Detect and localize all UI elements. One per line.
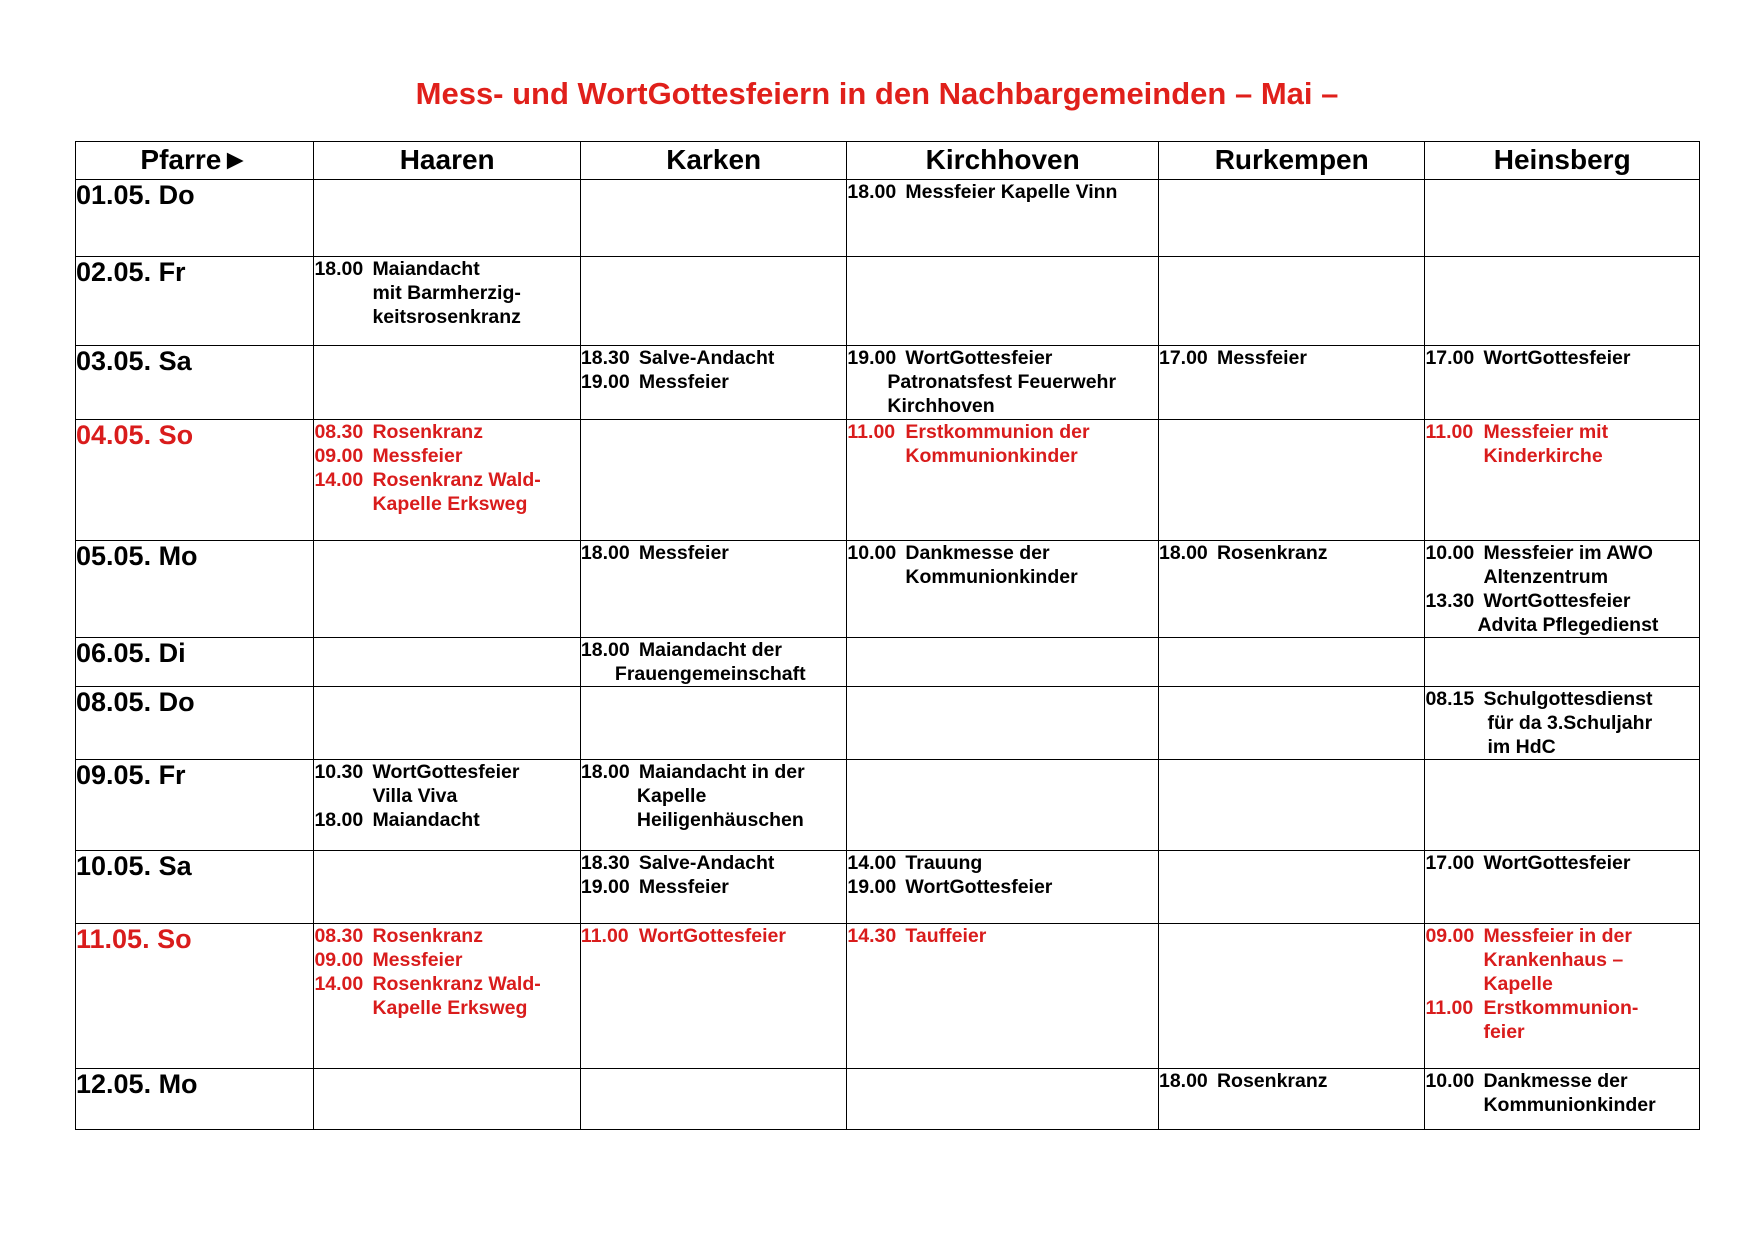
event-time: 18.00 — [1158, 1070, 1208, 1092]
event-continuation — [314, 492, 579, 516]
day-label: 11.05. So — [76, 924, 314, 1069]
event-continuation — [847, 370, 1158, 394]
table-row — [76, 1069, 1700, 1130]
event-time: 11.00 — [1425, 997, 1474, 1019]
event-text: Kapelle — [636, 785, 707, 807]
event-time: 14.00 — [847, 852, 897, 874]
event-time: 14.00 — [314, 973, 364, 995]
event-line — [314, 924, 579, 948]
event-line — [847, 851, 1158, 875]
schedule-cell — [1425, 924, 1700, 1069]
schedule-cell — [1158, 924, 1424, 1069]
schedule-cell — [1158, 760, 1424, 851]
event-text: Rosenkranz — [372, 421, 483, 443]
event-text: Heiligenhäuschen — [636, 809, 804, 831]
event-time: 11.00 — [847, 421, 896, 443]
table-row — [76, 257, 1700, 346]
schedule-cell — [847, 924, 1159, 1069]
table-row — [76, 851, 1700, 924]
event-time: 19.00 — [847, 876, 897, 898]
schedule-cell — [847, 851, 1159, 924]
event-time: 08.30 — [314, 421, 364, 443]
event-text: Kommunionkinder — [905, 445, 1078, 467]
schedule-cell — [1425, 541, 1700, 638]
event-time: 18.00 — [580, 639, 630, 661]
schedule-cell — [580, 541, 846, 638]
event-line — [581, 370, 846, 394]
schedule-cell — [580, 924, 846, 1069]
day-label: 10.05. Sa — [76, 851, 314, 924]
schedule-cell — [580, 638, 846, 687]
table-row — [76, 346, 1700, 420]
event-line — [1425, 1069, 1699, 1093]
event-line — [847, 346, 1158, 370]
schedule-cell — [314, 541, 580, 638]
event-time: 18.00 — [314, 809, 364, 831]
event-line — [314, 420, 579, 444]
event-time: 19.00 — [580, 371, 630, 393]
schedule-cell — [1158, 541, 1424, 638]
event-line — [847, 180, 1158, 204]
event-continuation — [1425, 565, 1699, 589]
schedule-cell — [847, 346, 1159, 420]
schedule-cell — [847, 420, 1159, 541]
event-continuation — [314, 784, 579, 808]
schedule-cell — [847, 257, 1159, 346]
event-continuation — [1425, 1093, 1699, 1117]
schedule-cell — [580, 420, 846, 541]
schedule-cell — [580, 346, 846, 420]
event-time: 10.30 — [314, 761, 364, 783]
event-continuation — [1425, 613, 1699, 637]
schedule-cell — [1425, 180, 1700, 257]
day-label: 03.05. Sa — [76, 346, 314, 420]
schedule-cell — [1158, 851, 1424, 924]
event-text: Villa Viva — [372, 785, 458, 807]
event-text: Messfeier in der — [1483, 925, 1632, 947]
day-label: 08.05. Do — [76, 687, 314, 760]
schedule-cell — [314, 257, 580, 346]
event-line — [1425, 346, 1699, 370]
event-text: Rosenkranz — [1216, 542, 1328, 564]
schedule-cell — [314, 1069, 580, 1130]
schedule-cell — [580, 180, 846, 257]
schedule-cell — [847, 541, 1159, 638]
event-line — [314, 948, 579, 972]
event-text: Tauffeier — [905, 925, 987, 947]
schedule-cell — [314, 420, 580, 541]
event-continuation — [581, 662, 846, 686]
event-time: 18.00 — [580, 542, 630, 564]
table-row — [76, 541, 1700, 638]
event-time: 11.00 — [1425, 421, 1474, 443]
event-line — [1425, 851, 1699, 875]
day-label: 09.05. Fr — [76, 760, 314, 851]
event-time: 19.00 — [847, 347, 897, 369]
header-heinsberg: Heinsberg — [1425, 142, 1700, 180]
day-label: 05.05. Mo — [76, 541, 314, 638]
event-time: 09.00 — [314, 949, 364, 971]
page-title: Mess- und WortGottesfeiern in den Nachbargemeinden – Mai – — [415, 76, 1339, 111]
event-text: Rosenkranz Wald- — [372, 973, 541, 995]
schedule-cell — [314, 180, 580, 257]
event-time: 18.00 — [580, 761, 630, 783]
event-time: 18.30 — [580, 347, 630, 369]
event-time: 17.00 — [1425, 347, 1475, 369]
schedule-cell — [847, 180, 1159, 257]
event-time: 11.00 — [580, 925, 629, 947]
event-text: Messfeier im AWO — [1483, 542, 1653, 564]
event-line — [1425, 687, 1699, 711]
event-time: 14.30 — [847, 925, 897, 947]
schedule-cell — [1425, 346, 1700, 420]
event-text: WortGottesfeier — [1483, 590, 1631, 612]
event-line — [581, 346, 846, 370]
schedule-cell — [1158, 257, 1424, 346]
schedule-cell — [1425, 257, 1700, 346]
schedule-cell — [1425, 760, 1700, 851]
event-text: Schulgottesdienst — [1483, 688, 1653, 710]
event-text: Kinderkirche — [1483, 445, 1603, 467]
event-text: Salve-Andacht — [638, 347, 775, 369]
event-time: 08.30 — [314, 925, 364, 947]
schedule-cell — [1425, 851, 1700, 924]
schedule-cell — [847, 687, 1159, 760]
table-row — [76, 420, 1700, 541]
event-line — [314, 257, 579, 281]
table-row — [76, 924, 1700, 1069]
event-continuation — [1425, 735, 1699, 759]
event-line — [581, 541, 846, 565]
event-continuation — [314, 996, 579, 1020]
event-text: Dankmesse der — [1483, 1070, 1628, 1092]
header-karken: Karken — [580, 142, 846, 180]
schedule-cell — [847, 1069, 1159, 1130]
event-line — [1159, 1069, 1424, 1093]
event-text: Maiandacht — [372, 258, 480, 280]
schedule-cell — [847, 638, 1159, 687]
event-line — [847, 875, 1158, 899]
event-text: Messfeier — [638, 371, 729, 393]
event-text: WortGottesfeier — [372, 761, 520, 783]
event-text: Krankenhaus – — [1483, 949, 1624, 971]
event-text: Messfeier — [638, 876, 729, 898]
event-text: Messfeier Kapelle Vinn — [905, 181, 1118, 203]
event-line — [581, 760, 846, 784]
table-row — [76, 687, 1700, 760]
event-time: 17.00 — [1158, 347, 1208, 369]
event-continuation — [581, 784, 846, 808]
event-text: für da 3.Schuljahr — [1487, 712, 1653, 734]
schedule-cell — [314, 851, 580, 924]
event-continuation — [1425, 444, 1699, 468]
event-line — [847, 541, 1158, 565]
event-time: 10.00 — [1425, 1070, 1475, 1092]
event-text: Patronatsfest Feuerwehr — [887, 371, 1117, 393]
day-label: 04.05. So — [76, 420, 314, 541]
event-line — [1425, 924, 1699, 948]
event-time: 10.00 — [847, 542, 897, 564]
event-text: Salve-Andacht — [638, 852, 775, 874]
event-continuation — [314, 305, 579, 329]
event-time: 18.00 — [847, 181, 897, 203]
schedule-cell — [847, 760, 1159, 851]
event-line — [1425, 420, 1699, 444]
schedule-cell — [1158, 420, 1424, 541]
schedule-cell — [580, 257, 846, 346]
schedule-cell — [1425, 1069, 1700, 1130]
header-rurkempen: Rurkempen — [1158, 142, 1424, 180]
header-row — [76, 142, 1700, 180]
event-text: Frauengemeinschaft — [614, 663, 806, 685]
event-time: 09.00 — [314, 445, 364, 467]
event-line — [1425, 541, 1699, 565]
event-text: WortGottesfeier — [1483, 852, 1631, 874]
event-continuation — [1425, 711, 1699, 735]
event-line — [581, 638, 846, 662]
table-row — [76, 180, 1700, 257]
event-continuation — [314, 281, 579, 305]
schedule-cell — [314, 638, 580, 687]
event-time: 18.30 — [580, 852, 630, 874]
schedule-cell — [1425, 638, 1700, 687]
event-line — [1425, 996, 1699, 1020]
event-text: WortGottesfeier — [905, 347, 1053, 369]
event-line — [581, 851, 846, 875]
event-time: 14.00 — [314, 469, 364, 491]
event-time: 18.00 — [314, 258, 364, 280]
table-row — [76, 760, 1700, 851]
event-line — [314, 808, 579, 832]
event-line — [1425, 589, 1699, 613]
event-text: Erstkommunion der — [905, 421, 1090, 443]
schedule-cell — [1158, 1069, 1424, 1130]
event-text: Maiandacht in der — [638, 761, 805, 783]
event-text: Trauung — [905, 852, 983, 874]
event-line — [314, 444, 579, 468]
event-text: Maiandacht — [372, 809, 480, 831]
table-row — [76, 638, 1700, 687]
schedule-cell — [580, 1069, 846, 1130]
event-line — [1159, 346, 1424, 370]
event-text: Kapelle — [1483, 973, 1553, 995]
event-continuation — [581, 808, 846, 832]
schedule-cell — [1158, 638, 1424, 687]
event-text: Kommunionkinder — [905, 566, 1078, 588]
event-line — [847, 924, 1158, 948]
event-time: 10.00 — [1425, 542, 1475, 564]
event-line — [581, 875, 846, 899]
event-text: Messfeier — [372, 445, 463, 467]
schedule-cell — [1425, 687, 1700, 760]
event-text: Kapelle Erksweg — [372, 997, 528, 1019]
event-text: WortGottesfeier — [638, 925, 786, 947]
event-continuation — [847, 444, 1158, 468]
event-continuation — [1425, 1020, 1699, 1044]
schedule-cell — [580, 687, 846, 760]
event-time: 08.15 — [1425, 688, 1475, 710]
day-label: 06.05. Di — [76, 638, 314, 687]
event-text: im HdC — [1487, 736, 1556, 758]
event-line — [581, 924, 846, 948]
event-text: Rosenkranz Wald- — [372, 469, 541, 491]
event-time: 17.00 — [1425, 852, 1475, 874]
event-text: Advita Pflegedienst — [1477, 614, 1659, 636]
event-text: Altenzentrum — [1483, 566, 1609, 588]
schedule-cell — [314, 924, 580, 1069]
schedule-cell — [1425, 420, 1700, 541]
event-line — [314, 468, 579, 492]
schedule-cell — [580, 760, 846, 851]
event-text: Kapelle Erksweg — [372, 493, 528, 515]
event-time: 18.00 — [1158, 542, 1208, 564]
schedule-cell — [1158, 346, 1424, 420]
event-continuation — [1425, 972, 1699, 996]
event-text: Messfeier — [1216, 347, 1307, 369]
event-text: WortGottesfeier — [1483, 347, 1631, 369]
header-pfarre: Pfarre► — [76, 142, 314, 180]
event-text: Kirchhoven — [887, 395, 995, 417]
schedule-cell — [1158, 687, 1424, 760]
schedule-table — [75, 141, 1700, 1130]
schedule-cell — [1158, 180, 1424, 257]
event-text: Messfeier mit — [1483, 421, 1609, 443]
event-text: Maiandacht der — [638, 639, 782, 661]
schedule-cell — [314, 687, 580, 760]
event-text: feier — [1483, 1021, 1525, 1043]
schedule-cell — [314, 346, 580, 420]
header-haaren: Haaren — [314, 142, 580, 180]
day-label: 01.05. Do — [76, 180, 314, 257]
event-text: Kommunionkinder — [1483, 1094, 1656, 1116]
schedule-cell — [580, 851, 846, 924]
event-time: 09.00 — [1425, 925, 1475, 947]
header-kirchhoven: Kirchhoven — [847, 142, 1159, 180]
event-text: Erstkommunion- — [1483, 997, 1639, 1019]
event-text: Dankmesse der — [905, 542, 1050, 564]
event-text: Rosenkranz — [372, 925, 483, 947]
event-text: mit Barmherzig- — [372, 282, 521, 304]
event-line — [1159, 541, 1424, 565]
event-continuation — [847, 565, 1158, 589]
schedule-cell — [314, 760, 580, 851]
event-text: Messfeier — [638, 542, 729, 564]
event-line — [847, 420, 1158, 444]
event-text: Messfeier — [372, 949, 463, 971]
event-time: 13.30 — [1425, 590, 1475, 612]
event-continuation — [847, 394, 1158, 418]
event-continuation — [1425, 948, 1699, 972]
event-line — [314, 760, 579, 784]
event-time: 19.00 — [580, 876, 630, 898]
event-line — [314, 972, 579, 996]
event-text: WortGottesfeier — [905, 876, 1053, 898]
event-text: keitsrosenkranz — [372, 306, 521, 328]
day-label: 12.05. Mo — [76, 1069, 314, 1130]
day-label: 02.05. Fr — [76, 257, 314, 346]
event-text: Rosenkranz — [1216, 1070, 1328, 1092]
